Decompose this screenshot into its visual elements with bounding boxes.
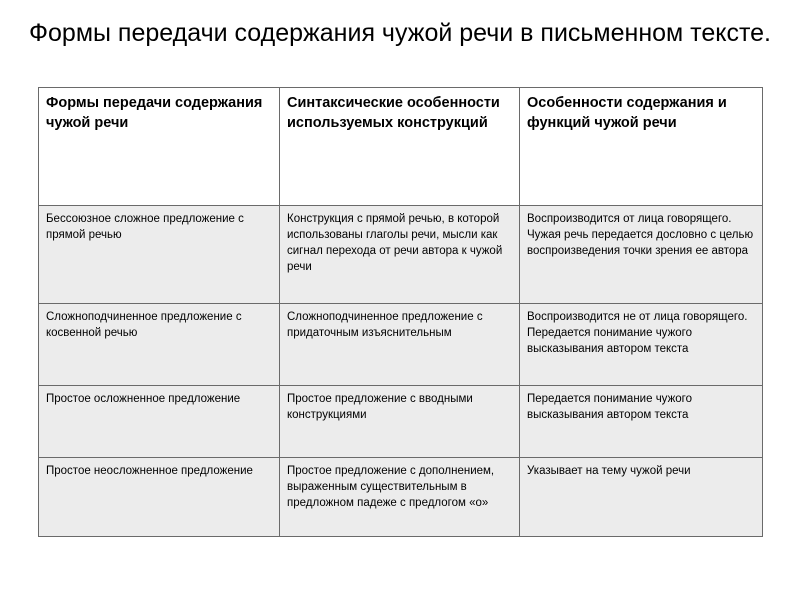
table-cell: Простое неосложненное предложение	[39, 458, 280, 537]
table-cell: Простое предложение с вводными конструкциями	[280, 386, 520, 458]
table-cell: Простое осложненное предложение	[39, 386, 280, 458]
header-cell-syntax: Синтаксические особенности используемых конструкций	[280, 88, 520, 206]
table-row	[39, 386, 763, 458]
table-row	[39, 304, 763, 386]
page-title: Формы передачи содержания чужой речи в письменном тексте.	[29, 19, 771, 47]
table-cell: Бессоюзное сложное предложение с прямой речью	[39, 206, 280, 304]
table-cell: Конструкция с прямой речью, в которой использованы глаголы речи, мысли как сигнал перехода от речи автора к чужой речи	[280, 206, 520, 304]
speech-forms-table	[38, 87, 763, 537]
table-cell: Сложноподчиненное предложение с косвенной речью	[39, 304, 280, 386]
table-row	[39, 458, 763, 537]
table-cell: Передается понимание чужого высказывания автором текста	[520, 386, 763, 458]
header-cell-content: Особенности содержания и функций чужой речи	[520, 88, 763, 206]
table-cell: Воспроизводится не от лица говорящего. Передается понимание чужого высказывания автором текста	[520, 304, 763, 386]
table-cell: Указывает на тему чужой речи	[520, 458, 763, 537]
table-row	[39, 206, 763, 304]
table-cell: Сложноподчиненное предложение с придаточным изъяснительным	[280, 304, 520, 386]
table-cell: Простое предложение с дополнением, выраженным существительным в предложном падеже с предлогом «о»	[280, 458, 520, 537]
table-cell: Воспроизводится от лица говорящего. Чужая речь передается дословно с целью воспроизведения точки зрения ее автора	[520, 206, 763, 304]
table-header-row	[39, 88, 763, 206]
header-cell-forms: Формы передачи содержания чужой речи	[39, 88, 280, 206]
